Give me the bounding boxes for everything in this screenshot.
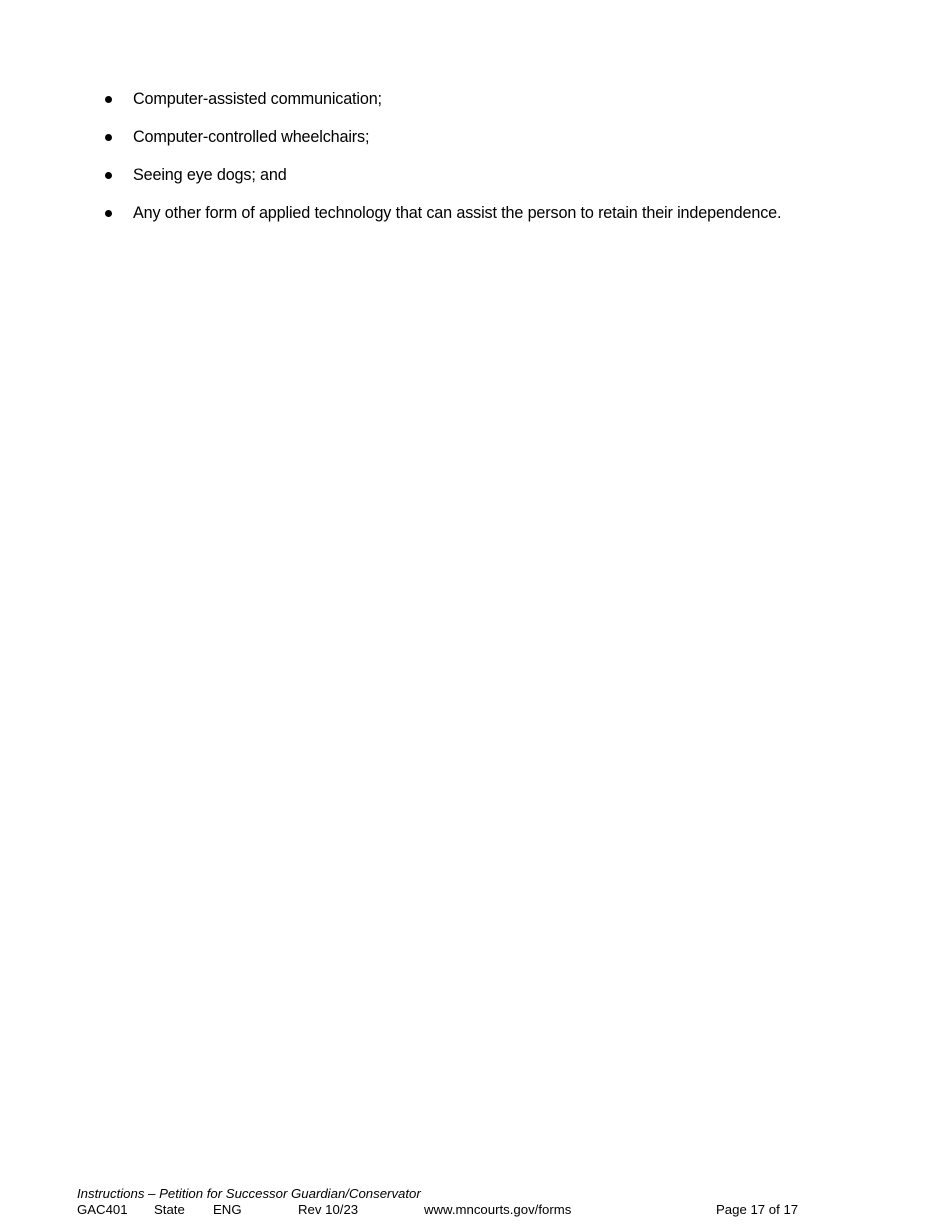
list-item-text: Computer-controlled wheelchairs; <box>133 128 370 146</box>
list-item-text: Computer-assisted communication; <box>133 90 382 108</box>
jurisdiction-label: State <box>154 1202 185 1217</box>
list-item <box>0 88 950 110</box>
list-item-text: Seeing eye dogs; and <box>133 166 287 184</box>
list-item <box>0 164 950 186</box>
bullet-icon <box>105 210 112 217</box>
footer-meta-row <box>77 1202 877 1218</box>
language-label: ENG <box>213 1202 242 1217</box>
bullet-icon <box>105 96 112 103</box>
list-item-text: Any other form of applied technology that can assist the person to retain their independence. <box>133 204 782 222</box>
footer-title: Instructions – Petition for Successor Guardian/Conservator <box>77 1186 421 1201</box>
bullet-icon <box>105 172 112 179</box>
list-item <box>0 126 950 148</box>
form-code: GAC401 <box>77 1202 128 1217</box>
revision-label: Rev 10/23 <box>298 1202 359 1217</box>
list-item <box>0 202 950 224</box>
bullet-list <box>0 88 950 240</box>
forms-url: www.mncourts.gov/forms <box>424 1202 572 1217</box>
bullet-icon <box>105 134 112 141</box>
page-number: Page 17 of 17 <box>716 1202 799 1217</box>
